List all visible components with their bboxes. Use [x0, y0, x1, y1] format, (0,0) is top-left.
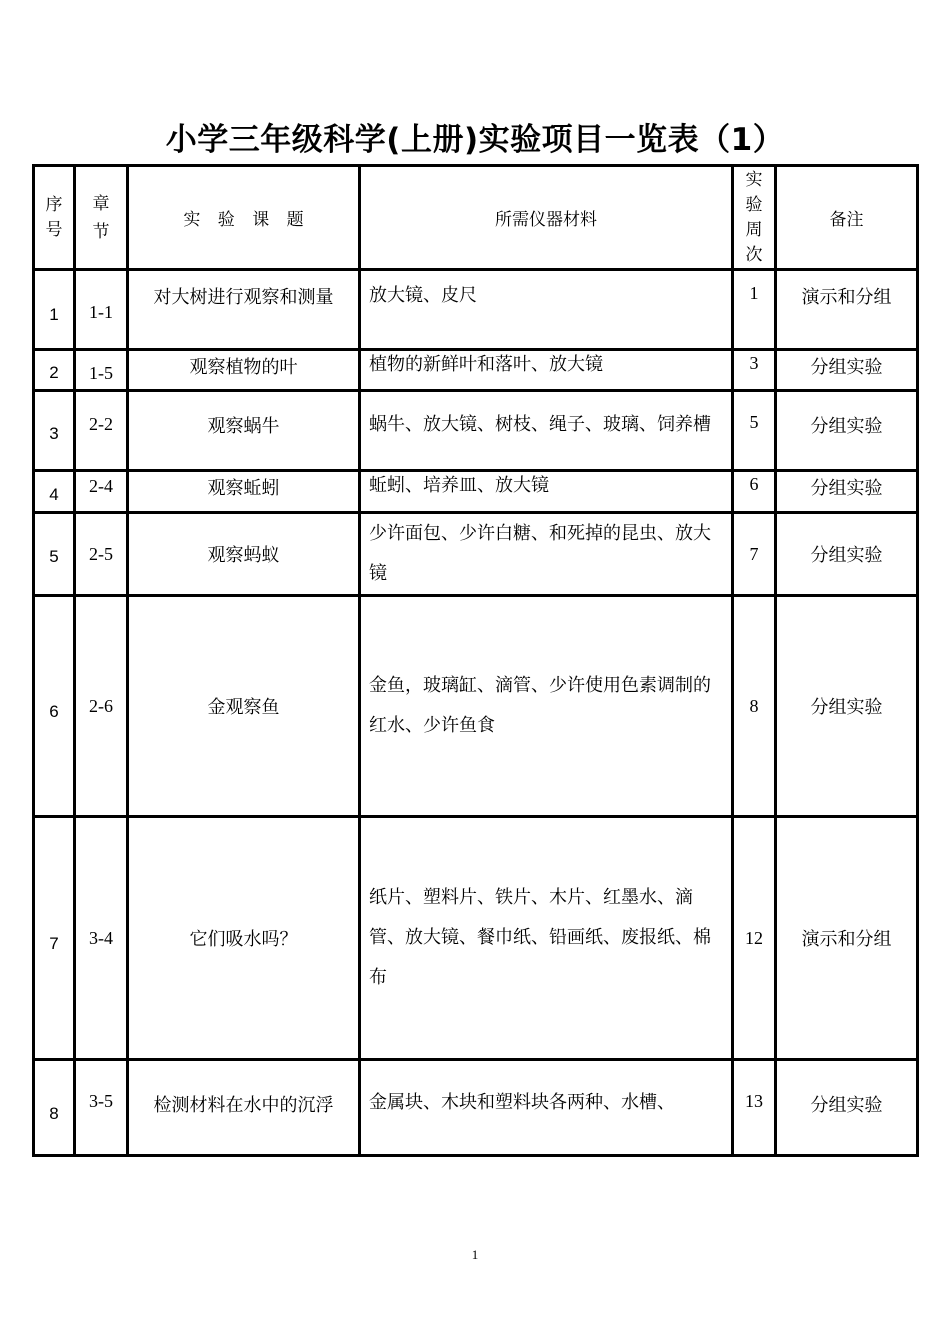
cell-chapter: 1-1: [75, 270, 128, 350]
cell-note: 分组实验: [776, 350, 918, 391]
cell-note: 分组实验: [776, 513, 918, 596]
cell-note: 分组实验: [776, 1060, 918, 1156]
cell-seq: 7: [34, 817, 75, 1060]
table-row: [34, 513, 918, 596]
cell-chapter: 3-4: [75, 817, 128, 1060]
cell-chapter: 1-5: [75, 350, 128, 391]
cell-topic: 观察蜗牛: [128, 391, 360, 471]
cell-topic: 它们吸水吗？: [128, 817, 360, 1060]
cell-materials: 金属块、木块和塑料块各两种、水槽、: [360, 1060, 733, 1156]
cell-week: 7: [733, 513, 776, 596]
cell-topic: 观察蚂蚁: [128, 513, 360, 596]
cell-seq: 6: [34, 596, 75, 817]
cell-materials: 蚯蚓、培养皿、放大镜: [360, 471, 733, 513]
table-row: [34, 1060, 918, 1156]
cell-seq: 4: [34, 471, 75, 513]
cell-seq: 5: [34, 513, 75, 596]
cell-seq: 2: [34, 350, 75, 391]
header-chapter: [75, 166, 128, 270]
header-row: [34, 166, 918, 270]
experiment-table: [32, 164, 919, 1157]
cell-materials: 植物的新鲜叶和落叶、放大镜: [360, 350, 733, 391]
header-seq: [34, 166, 75, 270]
cell-topic: 检测材料在水中的沉浮: [128, 1060, 360, 1156]
table-row: [34, 270, 918, 350]
cell-note: 分组实验: [776, 391, 918, 471]
header-week-label: 实验周次: [745, 169, 763, 265]
table-row: [34, 596, 918, 817]
cell-chapter: 2-5: [75, 513, 128, 596]
table-row: [34, 471, 918, 513]
header-seq-label: 序号: [45, 194, 63, 240]
cell-week: 5: [733, 391, 776, 471]
header-week: [733, 166, 776, 270]
cell-week: 8: [733, 596, 776, 817]
cell-week: 3: [733, 350, 776, 391]
cell-note: 分组实验: [776, 471, 918, 513]
cell-note: 演示和分组: [776, 817, 918, 1060]
header-topic: 实 验 课 题: [128, 166, 360, 270]
cell-chapter: 2-4: [75, 471, 128, 513]
cell-topic: 观察植物的叶: [128, 350, 360, 391]
cell-week: 1: [733, 270, 776, 350]
cell-note: 演示和分组: [776, 270, 918, 350]
cell-week: 13: [733, 1060, 776, 1156]
cell-topic: 金观察鱼: [128, 596, 360, 817]
document-title: 小学三年级科学(上册)实验项目一览表（1）: [165, 122, 785, 158]
table-row: [34, 391, 918, 471]
header-note: 备注: [776, 166, 918, 270]
cell-week: 12: [733, 817, 776, 1060]
header-chapter-label: 章节: [92, 193, 110, 242]
cell-materials: 少许面包、少许白糖、和死掉的昆虫、放大镜: [360, 513, 733, 596]
cell-seq: 8: [34, 1060, 75, 1156]
cell-materials: 金鱼，玻璃缸、滴管、少许使用色素调制的红水、少许鱼食: [360, 596, 733, 817]
cell-seq: 1: [34, 270, 75, 350]
page-number: 1: [471, 1247, 479, 1262]
cell-chapter: 2-6: [75, 596, 128, 817]
cell-week: 6: [733, 471, 776, 513]
cell-note: 分组实验: [776, 596, 918, 817]
table-row: [34, 350, 918, 391]
cell-materials: 放大镜、皮尺: [360, 270, 733, 350]
cell-materials: 纸片、塑料片、铁片、木片、红墨水、滴管、放大镜、餐巾纸、铅画纸、废报纸、棉布: [360, 817, 733, 1060]
cell-seq: 3: [34, 391, 75, 471]
cell-materials: 蜗牛、放大镜、树枝、绳子、玻璃、饲养槽: [360, 391, 733, 471]
cell-topic: 观察蚯蚓: [128, 471, 360, 513]
header-materials: 所需仪器材料: [360, 166, 733, 270]
cell-chapter: 3-5: [75, 1060, 128, 1156]
table-row: [34, 817, 918, 1060]
cell-chapter: 2-2: [75, 391, 128, 471]
cell-topic: 对大树进行观察和测量: [128, 270, 360, 350]
